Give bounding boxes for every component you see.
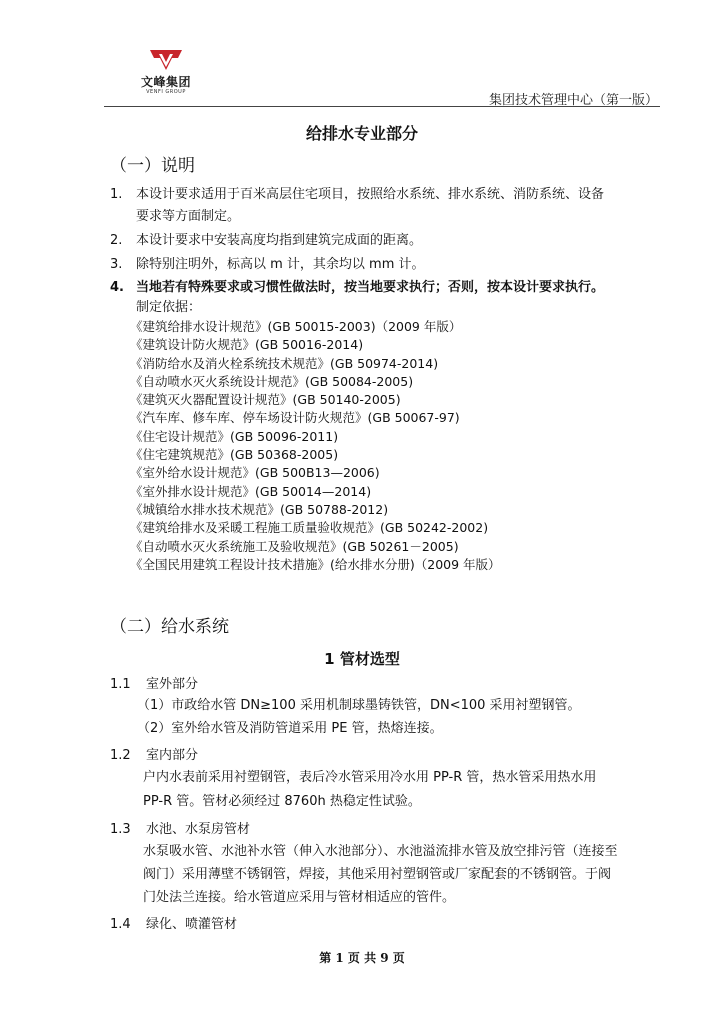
- venfi-logo-icon: [148, 46, 184, 76]
- paragraph: PP-R 管。管材必须经过 8760h 热稳定性试验。: [143, 794, 421, 809]
- list-item-text: 本设计要求中安装高度均指到建筑完成面的距离。: [136, 233, 423, 248]
- list-item-continuation: 要求等方面制定。: [136, 209, 241, 224]
- logo-english-name: VENFI GROUP: [146, 89, 186, 95]
- standard-item: 《城镇给水排水技术规范》(GB 50788-2012): [130, 501, 389, 517]
- standard-item: 《消防给水及消火栓系统技术规范》(GB 50974-2014): [130, 355, 439, 371]
- standard-item: 《建筑给排水及采暖工程施工质量验收规范》(GB 50242-2002): [130, 520, 489, 536]
- standard-item: 《住宅设计规范》(GB 50096-2011): [130, 428, 339, 444]
- list-item-text: 除特别注明外，标高以 m 计，其余均以 mm 计。: [136, 257, 425, 272]
- basis-label: 制定依据：: [136, 300, 202, 315]
- document-title: 给排水专业部分: [305, 124, 418, 143]
- standard-item: 《室外排水设计规范》(GB 50014—2014): [130, 483, 372, 499]
- list-item-text: 本设计要求适用于百米高层住宅项目，按照给水系统、排水系统、消防系统、设备: [136, 187, 605, 202]
- standard-item: 《建筑设计防火规范》(GB 50016-2014): [130, 337, 364, 353]
- standard-item: 《全国民用建筑工程设计技术措施》(给水排水分册)（2009 年版）: [130, 556, 501, 572]
- paragraph: 阀门）采用薄壁不锈钢管，焊接，其他采用衬塑钢管或厂家配套的不锈钢管。于阀: [143, 867, 612, 882]
- subsection-1-4: [110, 913, 237, 932]
- paragraph: 水泵吸水管、水池补水管（伸入水池部分）、水池溢流排水管及放空排污管（连接至: [143, 844, 618, 859]
- standard-item: 《建筑灭火器配置设计规范》(GB 50140-2005): [130, 392, 401, 408]
- subsection-label: 室内部分: [146, 748, 199, 763]
- list-item: [110, 278, 604, 298]
- subsection-1-3: [110, 818, 250, 837]
- subsection-label: 绿化、喷灌管材: [146, 917, 238, 932]
- paragraph: （2）室外给水管及消防管道采用 PE 管，热熔连接。: [137, 721, 443, 736]
- standard-item: 《自动喷水灭火系统设计规范》(GB 50084-2005): [130, 373, 414, 389]
- subsection-number: 1.4: [110, 917, 131, 932]
- subsection-title-pipe-selection: 1 管材选型: [324, 650, 400, 668]
- subsection-label: 室外部分: [146, 677, 199, 692]
- header-divider: [104, 106, 660, 107]
- section-heading-water-supply: （二）给水系统: [110, 617, 229, 637]
- standards-list: [130, 318, 501, 574]
- list-item-text: 当地若有特殊要求或习惯性做法时，按当地要求执行；否则，按本设计要求执行。: [136, 280, 605, 295]
- list-item-number: 2.: [110, 233, 123, 248]
- subsection-1-1: [110, 673, 198, 692]
- logo-chinese-name: 文峰集团: [140, 75, 191, 89]
- list-item: [110, 185, 604, 205]
- section-heading-description: （一）说明: [110, 156, 195, 176]
- standard-item: 《自动喷水灭火系统施工及验收规范》(GB 50261－2005): [130, 538, 459, 554]
- list-item: [110, 231, 422, 251]
- paragraph: 门处法兰连接。给水管道应采用与管材相适应的管件。: [143, 890, 456, 905]
- subsection-1-2: [110, 744, 198, 763]
- list-item-number: 1.: [110, 187, 123, 202]
- list-item-number: 4.: [110, 280, 124, 295]
- standard-item: 《住宅建筑规范》(GB 50368-2005): [130, 447, 339, 463]
- subsection-number: 1.3: [110, 822, 131, 837]
- subsection-number: 1.2: [110, 748, 131, 763]
- company-logo: [134, 46, 198, 102]
- header-department: 集团技术管理中心（第一版）: [488, 93, 658, 108]
- subsection-label: 水池、水泵房管材: [146, 822, 251, 837]
- subsection-number: 1.1: [110, 677, 131, 692]
- paragraph: 户内水表前采用衬塑钢管，表后冷水管采用冷水用 PP-R 管，热水管采用热水用: [143, 770, 597, 785]
- list-item: [110, 255, 425, 275]
- standard-item: 《汽车库、修车库、停车场设计防火规范》(GB 50067-97): [130, 410, 460, 426]
- standard-item: 《室外给水设计规范》(GB 500B13—2006): [130, 465, 380, 481]
- paragraph: （1）市政给水管 DN≥100 采用机制球墨铸铁管，DN<100 采用衬塑钢管。: [137, 698, 581, 713]
- page-number-footer: 第 1 页 共 9 页: [319, 951, 405, 965]
- list-item-number: 3.: [110, 257, 123, 272]
- standard-item: 《建筑给排水设计规范》(GB 50015-2003)（2009 年版）: [130, 319, 462, 334]
